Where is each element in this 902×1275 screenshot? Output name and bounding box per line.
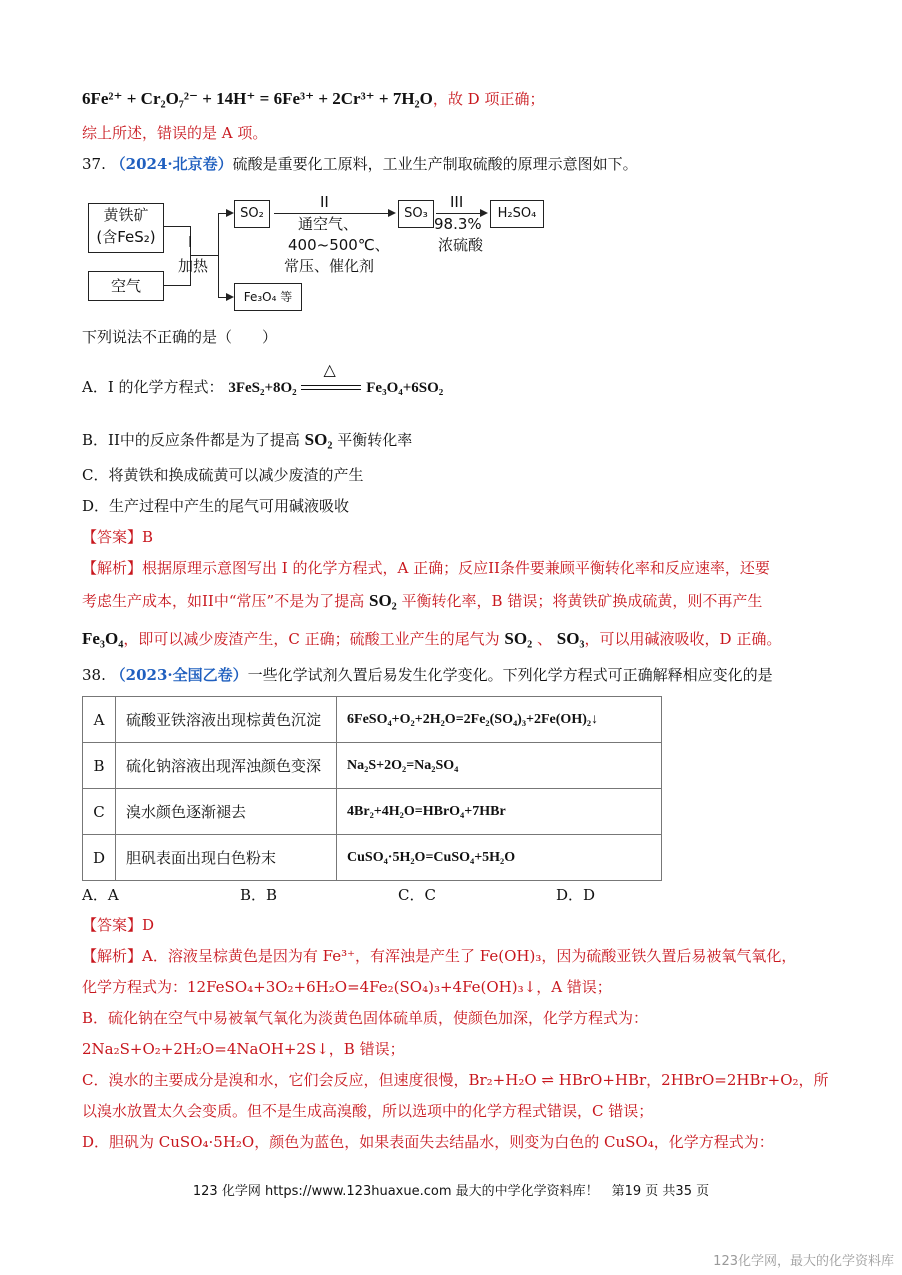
step2-condition-3: 常压、催化剂 (284, 257, 375, 275)
step2-condition-1: 通空气、 (298, 215, 359, 233)
q38-explanation-1: 【解析】A．溶液呈棕黄色是因为有 Fe³⁺，有浑浊是产生了 Fe(OH)₃，因为硫酸亚铁久置后易被氧气氧化， (82, 947, 797, 965)
row-letter: C (83, 789, 116, 835)
exp3-chem: Fe₃O₄ (82, 629, 124, 648)
q37-option-a (82, 360, 444, 399)
connector-air (164, 285, 190, 286)
so2-box: SO₂ (234, 200, 270, 228)
q38-explanation-6: 以溴水放置太久会变质。但不是生成高溴酸，所以选项中的化学方程式错误，C 错误； (82, 1102, 654, 1120)
q37-explanation-2 (82, 590, 762, 612)
row-letter: D (83, 835, 116, 881)
summary: 综上所述，错误的是 A 项。 (82, 124, 268, 142)
sulfuric-acid-process-diagram (88, 193, 558, 313)
q38-explanation-5: C．溴水的主要成分是溴和水，它们会反应，但速度很慢，Br₂+H₂O ⇌ HBrO+HBr，2HBrO=2HBr+O₂，所 (82, 1071, 829, 1089)
h2so4-box: H₂SO₄ (490, 200, 544, 228)
exp2-b: 平衡转化率，B 错误；将黄铁矿换成硫黄，则不再产生 (401, 592, 763, 610)
q38-options-table (82, 696, 662, 881)
row-letter: A (83, 697, 116, 743)
q37-answer: 【答案】B (82, 528, 154, 546)
choice-c: C．C (398, 886, 436, 904)
q37-option-b (82, 429, 412, 451)
row-desc: 硫化钠溶液出现浑浊颜色变深 (116, 743, 337, 789)
step1-condition: 加热 (178, 257, 209, 275)
q38-choices (82, 884, 595, 906)
row-equation: CuSO₄·5H₂O=CuSO₄+5H₂O (337, 835, 662, 881)
connector-pyrite (164, 226, 190, 227)
choice-a: A．A (82, 886, 119, 904)
so3-box: SO₃ (398, 200, 434, 228)
arrow-to-so2 (218, 213, 232, 214)
pyrite-sub-label: (含FeS₂) (96, 228, 156, 246)
exp2-chem: SO₂ (368, 591, 397, 610)
option-a-rhs: Fe₃O₄+6SO₂ (366, 380, 444, 396)
q37-option-d: D．生产过程中产生的尾气可用碱液吸收 (82, 497, 350, 515)
connector-split (218, 213, 219, 297)
pyrite-label: 黄铁矿 (103, 206, 149, 224)
arrow-so3-to-h2so4 (436, 213, 486, 214)
row-equation: 6FeSO₄+O₂+2H₂O=2Fe₂(SO₄)₃+2Fe(OH)₂↓ (337, 697, 662, 743)
row-equation: Na₂S+2O₂=Na₂SO₄ (337, 743, 662, 789)
q38-number: 38. (82, 666, 106, 684)
q37-number: 37. (82, 155, 106, 173)
heat-symbol: △ (323, 360, 336, 379)
choice-b: B．B (240, 886, 278, 904)
top-equation-line (82, 88, 544, 110)
exp3-chem3: SO₃ (556, 629, 585, 648)
q37-explanation-3 (82, 628, 781, 650)
row-equation: 4Br₂+4H₂O=HBrO₄+7HBr (337, 789, 662, 835)
watermark: 123化学网，最大的化学资料库 (713, 1254, 894, 1269)
heat-arrow (301, 360, 361, 399)
table-row (83, 697, 662, 743)
arrow-so2-to-so3 (274, 213, 394, 214)
option-a-lhs: 3FeS₂+8O₂ (228, 380, 297, 396)
table-row (83, 789, 662, 835)
arrow-to-fe3o4 (218, 297, 232, 298)
option-a-prefix: A．I 的化学方程式： (82, 378, 224, 396)
table-row (83, 835, 662, 881)
q37-stem: 硫酸是重要化工原料，工业生产制取硫酸的原理示意图如下。 (232, 155, 638, 173)
q38-source: （2023·全国乙卷） (110, 666, 248, 684)
q38-stem-line (82, 664, 773, 686)
row-letter: B (83, 743, 116, 789)
fe3o4-box: Fe₃O₄ 等 (234, 283, 302, 311)
step2-label: II (320, 193, 329, 211)
step3-label: III (450, 193, 464, 211)
q38-explanation-7: D．胆矾为 CuSO₄·5H₂O，颜色为蓝色，如果表面失去结晶水，则变为白色的 CuSO₄，化学方程式为： (82, 1133, 774, 1151)
q38-explanation-2: 化学方程式为：12FeSO₄+3O₂+6H₂O=4Fe₂(SO₄)₃+4Fe(OH)₃↓，A 错误； (82, 978, 612, 996)
page-footer: 123 化学网 https://www.123huaxue.com 最大的中学化学资料库！ 第19 页 共35 页 (192, 1184, 710, 1199)
q37-question: 下列说法不正确的是（ ） (82, 328, 278, 346)
q37-stem-line (82, 153, 638, 175)
q38-answer: 【答案】D (82, 916, 155, 934)
step1-label: I (188, 233, 193, 251)
step2-condition-2: 400~500℃、 (288, 236, 390, 254)
option-b-prefix: B．II中的反应条件都是为了提高 (82, 431, 300, 449)
exp3-a: ，即可以减少废渣产生，C 正确；硫酸工业产生的尾气为 (123, 630, 500, 648)
q38-explanation-4: 2Na₂S+O₂+2H₂O=4NaOH+2S↓，B 错误； (82, 1040, 405, 1058)
q38-explanation-3: B．硫化钠在空气中易被氧气氧化为淡黄色固体硫单质，使颜色加深，化学方程式为： (82, 1009, 649, 1027)
exp2-a: 考虑生产成本，如II中“常压”不是为了提高 (82, 592, 365, 610)
q37-option-c: C．将黄铁和换成硫黄可以减少废渣的产生 (82, 466, 364, 484)
exp3-sep: 、 (536, 630, 552, 648)
q37-source: （2024·北京卷） (110, 155, 233, 173)
exp3-b: ，可以用碱液吸收，D 正确。 (584, 630, 782, 648)
option-b-suffix: 平衡转化率 (337, 431, 413, 449)
row-desc: 溴水颜色逐渐褪去 (116, 789, 337, 835)
q37-explanation-1: 【解析】根据原理示意图写出 I 的化学方程式，A 正确；反应II条件要兼顾平衡转化率和反应速率，还要 (82, 559, 770, 577)
table-row (83, 743, 662, 789)
option-b-chem: SO₂ (304, 430, 333, 449)
step3-condition-1: 98.3% (434, 215, 482, 233)
row-desc: 硫酸亚铁溶液出现棕黄色沉淀 (116, 697, 337, 743)
step3-condition-2: 浓硫酸 (438, 236, 484, 254)
choice-d: D．D (556, 886, 596, 904)
top-equation: 6Fe²⁺ + Cr₂O₇²⁻ + 14H⁺ = 6Fe³⁺ + 2Cr³⁺ + 7H₂O (82, 89, 433, 108)
q38-stem: 一些化学试剂久置后易发生化学变化。下列化学方程式可正确解释相应变化的是 (247, 666, 773, 684)
pyrite-box (88, 203, 164, 253)
exp3-chem2: SO₂ (504, 629, 533, 648)
air-box: 空气 (88, 271, 164, 301)
connector-mid (190, 255, 218, 256)
row-desc: 胆矾表面出现白色粉末 (116, 835, 337, 881)
top-equation-tail: ，故 D 项正确； (432, 90, 545, 108)
